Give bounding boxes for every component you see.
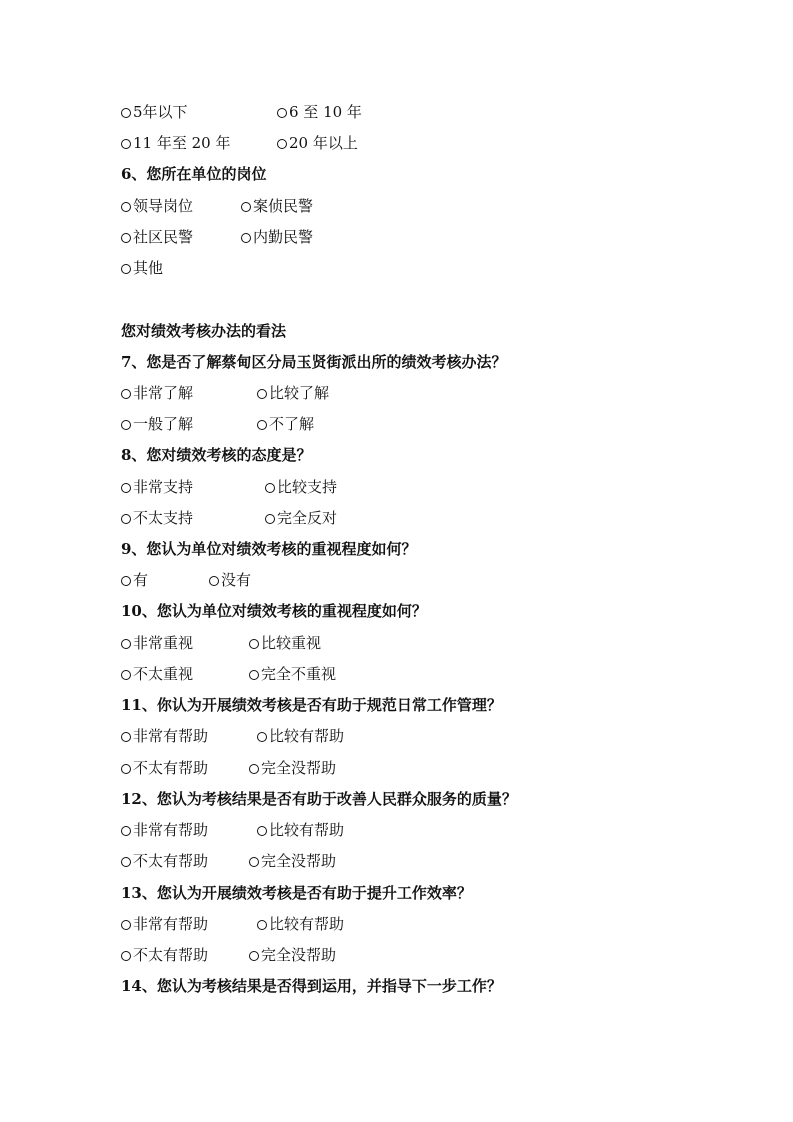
- radio-circle-icon[interactable]: [121, 639, 131, 649]
- option-label: 6 至 10 年: [289, 103, 362, 121]
- radio-circle-icon[interactable]: [121, 389, 131, 399]
- radio-circle-icon[interactable]: [257, 920, 267, 930]
- radio-circle-icon[interactable]: [249, 951, 259, 961]
- option-label: 比较重视: [261, 634, 322, 652]
- option-label: 领导岗位: [133, 197, 194, 215]
- option-label: 不了解: [269, 415, 315, 433]
- radio-option[interactable]: [277, 132, 358, 154]
- question-text: 12、您认为考核结果是否有助于改善人民群众服务的质量？: [121, 790, 517, 808]
- radio-circle-icon[interactable]: [121, 420, 131, 430]
- question-text: 10、您认为单位对绩效考核的重视程度如何？: [121, 602, 427, 620]
- radio-circle-icon[interactable]: [249, 639, 259, 649]
- option-label: 比较了解: [269, 384, 330, 402]
- option-label: 完全反对: [277, 509, 338, 527]
- option-label: 比较有帮助: [269, 915, 345, 933]
- option-label: 11 年至 20 年: [133, 134, 231, 152]
- option-label: 完全不重视: [261, 665, 337, 683]
- radio-option[interactable]: [121, 725, 208, 747]
- radio-option[interactable]: [249, 663, 336, 685]
- option-label: 完全没帮助: [261, 759, 337, 777]
- radio-option[interactable]: [249, 757, 336, 779]
- radio-option[interactable]: [121, 507, 193, 529]
- option-label: 完全没帮助: [261, 852, 337, 870]
- section-heading: 您对绩效考核办法的看法: [121, 322, 287, 340]
- radio-option[interactable]: [121, 413, 193, 435]
- radio-option[interactable]: [121, 382, 193, 404]
- radio-circle-icon[interactable]: [257, 420, 267, 430]
- radio-circle-icon[interactable]: [121, 139, 131, 149]
- question-text: 11、你认为开展绩效考核是否有助于规范日常工作管理？: [121, 696, 502, 714]
- question-text: 8、您对绩效考核的态度是？: [121, 446, 312, 464]
- radio-circle-icon[interactable]: [249, 857, 259, 867]
- radio-option[interactable]: [121, 195, 193, 217]
- question-text: 13、您认为开展绩效考核是否有助于提升工作效率？: [121, 884, 472, 902]
- option-label: 没有: [221, 571, 252, 589]
- option-label: 非常重视: [133, 634, 194, 652]
- radio-circle-icon[interactable]: [121, 576, 131, 586]
- radio-option[interactable]: [257, 382, 329, 404]
- radio-circle-icon[interactable]: [121, 732, 131, 742]
- radio-option[interactable]: [209, 569, 251, 591]
- radio-option[interactable]: [121, 476, 193, 498]
- question-text: 7、您是否了解蔡甸区分局玉贤街派出所的绩效考核办法？: [121, 353, 507, 371]
- question-text: 14、您认为考核结果是否得到运用，并指导下一步工作？: [121, 977, 502, 995]
- radio-option[interactable]: [265, 476, 337, 498]
- radio-option[interactable]: [121, 913, 208, 935]
- radio-circle-icon[interactable]: [121, 920, 131, 930]
- radio-circle-icon[interactable]: [121, 670, 131, 680]
- option-label: 非常支持: [133, 478, 194, 496]
- radio-circle-icon[interactable]: [257, 826, 267, 836]
- radio-option[interactable]: [121, 757, 208, 779]
- option-label: 一般了解: [133, 415, 194, 433]
- option-label: 20 年以上: [289, 134, 358, 152]
- option-label: 非常有帮助: [133, 915, 209, 933]
- option-label: 5年以下: [133, 103, 188, 121]
- option-label: 比较有帮助: [269, 821, 345, 839]
- option-label: 不太有帮助: [133, 759, 209, 777]
- option-label: 非常有帮助: [133, 821, 209, 839]
- radio-circle-icon[interactable]: [121, 826, 131, 836]
- radio-option[interactable]: [241, 195, 313, 217]
- radio-circle-icon[interactable]: [121, 108, 131, 118]
- radio-circle-icon[interactable]: [209, 576, 219, 586]
- radio-option[interactable]: [257, 913, 344, 935]
- option-label: 完全没帮助: [261, 946, 337, 964]
- option-label: 不太支持: [133, 509, 194, 527]
- radio-circle-icon[interactable]: [257, 732, 267, 742]
- option-label: 不太重视: [133, 665, 194, 683]
- radio-option[interactable]: [121, 663, 193, 685]
- option-label: 有: [133, 571, 149, 589]
- option-label: 不太有帮助: [133, 946, 209, 964]
- radio-option[interactable]: [241, 226, 313, 248]
- radio-option[interactable]: [257, 819, 344, 841]
- radio-circle-icon[interactable]: [277, 139, 287, 149]
- radio-option[interactable]: [257, 413, 314, 435]
- radio-option[interactable]: [277, 101, 362, 123]
- radio-option[interactable]: [249, 850, 336, 872]
- radio-option[interactable]: [121, 569, 148, 591]
- radio-circle-icon[interactable]: [257, 389, 267, 399]
- option-label: 不太有帮助: [133, 852, 209, 870]
- radio-circle-icon[interactable]: [121, 764, 131, 774]
- option-label: 其他: [133, 259, 164, 277]
- radio-option[interactable]: [257, 725, 344, 747]
- radio-option[interactable]: [121, 944, 208, 966]
- question-text: 6、您所在单位的岗位: [121, 165, 267, 183]
- option-label: 比较支持: [277, 478, 338, 496]
- radio-option[interactable]: [121, 819, 208, 841]
- radio-option[interactable]: [121, 632, 193, 654]
- radio-option[interactable]: [121, 226, 193, 248]
- option-label: 非常有帮助: [133, 727, 209, 745]
- radio-option[interactable]: [249, 632, 321, 654]
- radio-circle-icon[interactable]: [277, 108, 287, 118]
- radio-circle-icon[interactable]: [265, 483, 275, 493]
- option-label: 案侦民警: [253, 197, 314, 215]
- radio-circle-icon[interactable]: [265, 514, 275, 524]
- radio-option[interactable]: [121, 850, 208, 872]
- radio-circle-icon[interactable]: [241, 202, 251, 212]
- radio-circle-icon[interactable]: [121, 483, 131, 493]
- radio-circle-icon[interactable]: [121, 951, 131, 961]
- option-label: 内勤民警: [253, 228, 314, 246]
- radio-circle-icon[interactable]: [121, 264, 131, 274]
- radio-circle-icon[interactable]: [249, 670, 259, 680]
- option-label: 社区民警: [133, 228, 194, 246]
- radio-circle-icon[interactable]: [249, 764, 259, 774]
- radio-option[interactable]: [249, 944, 336, 966]
- option-label: 比较有帮助: [269, 727, 345, 745]
- radio-circle-icon[interactable]: [121, 233, 131, 243]
- option-label: 非常了解: [133, 384, 194, 402]
- radio-circle-icon[interactable]: [241, 233, 251, 243]
- radio-option[interactable]: [265, 507, 337, 529]
- radio-circle-icon[interactable]: [121, 202, 131, 212]
- radio-circle-icon[interactable]: [121, 514, 131, 524]
- radio-option[interactable]: [121, 257, 163, 279]
- question-text: 9、您认为单位对绩效考核的重视程度如何？: [121, 540, 417, 558]
- radio-circle-icon[interactable]: [121, 857, 131, 867]
- radio-option[interactable]: [121, 101, 188, 123]
- radio-option[interactable]: [121, 132, 230, 154]
